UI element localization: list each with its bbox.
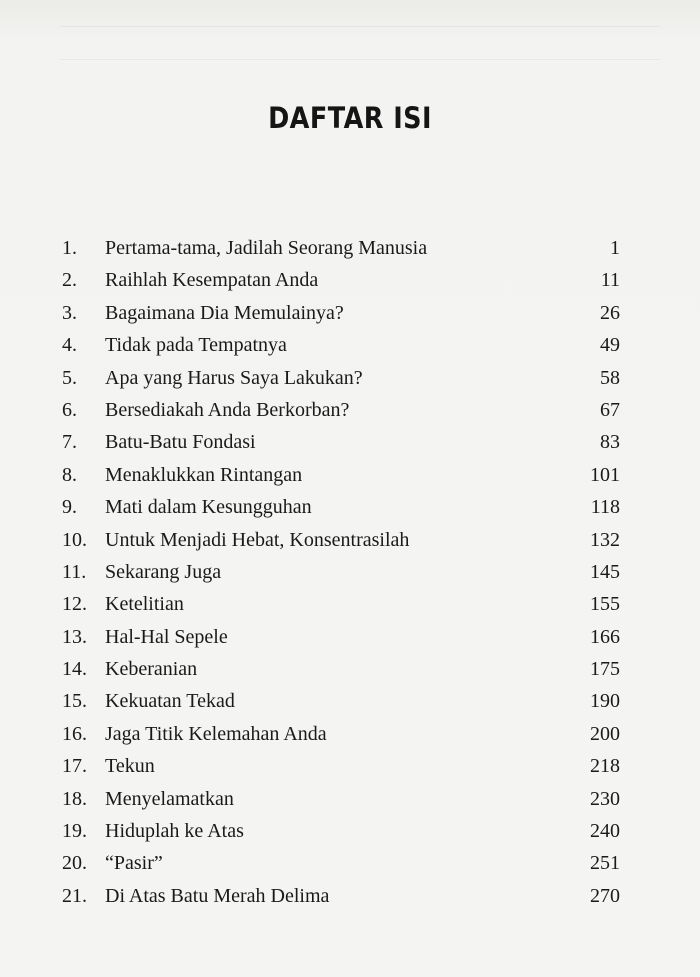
toc-entry-title: Bersediakah Anda Berkorban? bbox=[105, 398, 350, 421]
toc-entry bbox=[0, 459, 700, 491]
toc-entry-number: 10. bbox=[62, 528, 87, 551]
toc-entry-title: Jaga Titik Kelemahan Anda bbox=[105, 722, 327, 745]
toc-entry-page: 190 bbox=[590, 690, 620, 713]
toc-entry-number: 7. bbox=[62, 431, 77, 454]
table-of-contents bbox=[0, 232, 700, 912]
bleed-through-text bbox=[60, 0, 660, 90]
toc-entry-page: 101 bbox=[590, 463, 620, 486]
toc-entry-number: 3. bbox=[62, 301, 77, 324]
toc-entry-title: Di Atas Batu Merah Delima bbox=[105, 884, 330, 907]
toc-entry-number: 9. bbox=[62, 496, 77, 519]
toc-entry-page: 175 bbox=[590, 658, 620, 681]
toc-entry-page: 200 bbox=[590, 722, 620, 745]
toc-entry-title: Menyelamatkan bbox=[105, 787, 234, 810]
toc-entry bbox=[0, 685, 700, 717]
toc-entry bbox=[0, 426, 700, 458]
toc-entry bbox=[0, 264, 700, 296]
toc-entry-number: 14. bbox=[62, 658, 87, 681]
toc-entry-title: Bagaimana Dia Memulainya? bbox=[105, 301, 344, 324]
toc-entry-number: 20. bbox=[62, 852, 87, 875]
toc-entry-page: 166 bbox=[590, 625, 620, 648]
toc-entry bbox=[0, 588, 700, 620]
toc-entry-title: Kekuatan Tekad bbox=[105, 690, 235, 713]
toc-entry-page: 251 bbox=[590, 852, 620, 875]
toc-entry-title: Sekarang Juga bbox=[105, 560, 222, 583]
toc-entry-title: Hal-Hal Sepele bbox=[105, 625, 228, 648]
toc-entry-title: Ketelitian bbox=[105, 593, 184, 616]
toc-entry-page: 11 bbox=[600, 269, 620, 292]
toc-entry-page: 230 bbox=[590, 787, 620, 810]
toc-entry bbox=[0, 297, 700, 329]
toc-entry-number: 21. bbox=[62, 884, 87, 907]
toc-entry bbox=[0, 524, 700, 556]
toc-entry-title: Untuk Menjadi Hebat, Konsentrasilah bbox=[105, 528, 410, 551]
toc-entry bbox=[0, 653, 700, 685]
toc-entry-number: 8. bbox=[62, 463, 77, 486]
toc-entry bbox=[0, 232, 700, 264]
toc-entry-page: 83 bbox=[600, 431, 620, 454]
toc-entry-number: 13. bbox=[62, 625, 87, 648]
toc-entry-number: 15. bbox=[62, 690, 87, 713]
toc-entry bbox=[0, 329, 700, 361]
toc-entry-number: 18. bbox=[62, 787, 87, 810]
toc-entry-number: 16. bbox=[62, 722, 87, 745]
toc-entry-title: Tekun bbox=[105, 755, 155, 778]
toc-entry bbox=[0, 880, 700, 912]
toc-entry-title: Mati dalam Kesungguhan bbox=[105, 496, 312, 519]
toc-entry-page: 240 bbox=[590, 820, 620, 843]
toc-entry-page: 1 bbox=[610, 237, 620, 259]
toc-entry-page: 145 bbox=[590, 560, 620, 583]
toc-entry-title: Batu-Batu Fondasi bbox=[105, 431, 256, 454]
toc-entry-number: 2. bbox=[62, 269, 77, 292]
toc-entry-number: 1. bbox=[62, 237, 77, 259]
toc-entry-page: 132 bbox=[590, 528, 620, 551]
toc-entry-title: Apa yang Harus Saya Lakukan? bbox=[105, 366, 363, 389]
toc-entry-title: Raihlah Kesempatan Anda bbox=[105, 269, 319, 292]
toc-entry-title: Pertama-tama, Jadilah Seorang Manusia bbox=[105, 237, 428, 259]
toc-entry-page: 58 bbox=[600, 366, 620, 389]
toc-entry-title: Keberanian bbox=[105, 658, 198, 681]
toc-entry-page: 118 bbox=[590, 496, 620, 519]
toc-entry-page: 270 bbox=[590, 884, 620, 907]
toc-entry-number: 11. bbox=[62, 560, 87, 583]
toc-entry-number: 6. bbox=[62, 398, 77, 421]
toc-entry bbox=[0, 621, 700, 653]
toc-entry-number: 5. bbox=[62, 366, 77, 389]
toc-entry-page: 218 bbox=[590, 755, 620, 778]
toc-entry-number: 4. bbox=[62, 334, 77, 357]
toc-entry-title: Hiduplah ke Atas bbox=[105, 820, 244, 843]
toc-entry-title: Menaklukkan Rintangan bbox=[105, 463, 303, 486]
toc-entry bbox=[0, 556, 700, 588]
toc-entry-page: 67 bbox=[600, 398, 620, 421]
toc-entry bbox=[0, 394, 700, 426]
toc-entry-number: 19. bbox=[62, 820, 87, 843]
toc-entry bbox=[0, 815, 700, 847]
toc-entry bbox=[0, 718, 700, 750]
toc-entry-number: 17. bbox=[62, 755, 87, 778]
toc-entry-page: 49 bbox=[600, 334, 620, 357]
toc-entry bbox=[0, 783, 700, 815]
toc-entry bbox=[0, 847, 700, 879]
toc-entry-number: 12. bbox=[62, 593, 87, 616]
toc-entry bbox=[0, 362, 700, 394]
toc-entry-title: “Pasir” bbox=[105, 852, 163, 875]
toc-entry-page: 155 bbox=[590, 593, 620, 616]
toc-entry-page: 26 bbox=[600, 301, 620, 324]
toc-entry bbox=[0, 750, 700, 782]
toc-entry bbox=[0, 491, 700, 523]
toc-entry-title: Tidak pada Tempatnya bbox=[105, 334, 287, 357]
page-title: DAFTAR ISI bbox=[268, 101, 432, 135]
